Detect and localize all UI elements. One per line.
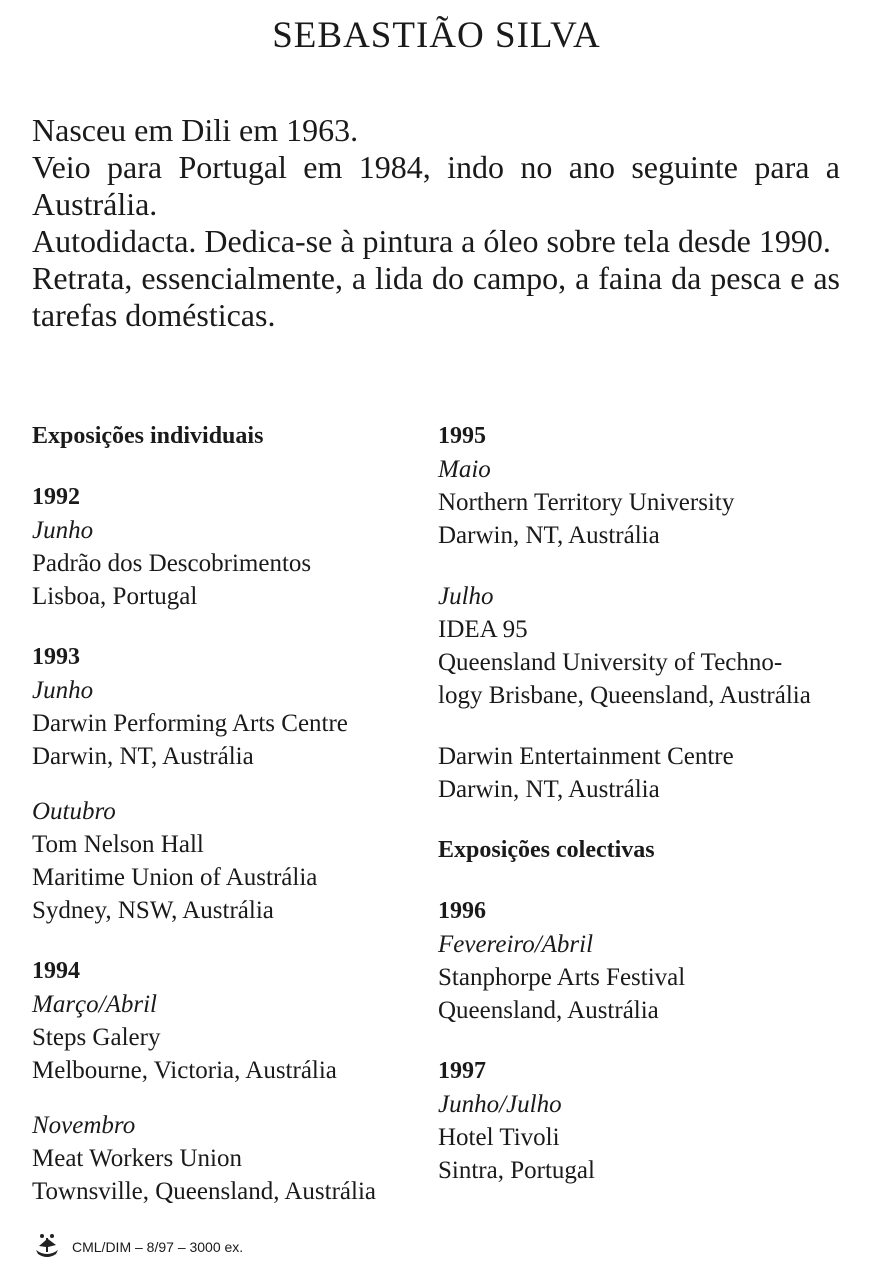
year-block-1994 — [32, 955, 452, 1208]
venue-line: Queensland University of Techno- — [438, 649, 783, 676]
print-info: CML/DIM – 8/97 – 3000 ex. — [72, 1239, 244, 1255]
month-label: Outubro — [32, 798, 116, 825]
bio-paragraph: Veio para Portugal em 1984, indo no ano seguinte para a Austrália. — [32, 149, 840, 222]
location-line: Sintra, Portugal — [438, 1157, 595, 1184]
year-label: 1995 — [438, 423, 486, 449]
location-line: Darwin, NT, Austrália — [438, 776, 660, 803]
page-title: SEBASTIÃO SILVA — [272, 15, 601, 56]
year-label: 1993 — [32, 644, 80, 670]
venue-line: Darwin Performing Arts Centre — [32, 710, 348, 737]
location-line: Queensland, Austrália — [438, 997, 659, 1024]
individual-exhibitions-column — [32, 420, 452, 1208]
year-block-1993 — [32, 641, 452, 927]
location-line: logy Brisbane, Queensland, Austrália — [438, 682, 811, 709]
section-heading: Exposições individuais — [32, 423, 264, 449]
biography — [32, 112, 840, 334]
venue-line: Tom Nelson Hall — [32, 831, 204, 858]
venue-line: Steps Galery — [32, 1024, 161, 1051]
lisbon-city-emblem-icon — [32, 1232, 62, 1262]
year-label: 1997 — [438, 1058, 486, 1084]
year-label: 1992 — [32, 484, 80, 510]
footer — [32, 1232, 243, 1262]
venue-line: Meat Workers Union — [32, 1145, 242, 1172]
location-line: Darwin, NT, Austrália — [438, 522, 660, 549]
year-block-1992 — [32, 481, 452, 613]
location-line: Melbourne, Victoria, Austrália — [32, 1057, 337, 1084]
month-label: Junho/Julho — [438, 1091, 562, 1118]
location-line: Sydney, NSW, Austrália — [32, 897, 274, 924]
bio-paragraph: Nasceu em Dili em 1963. — [32, 112, 359, 148]
year-block-1996 — [438, 895, 848, 1027]
location-line: Darwin, NT, Austrália — [32, 743, 254, 770]
section-heading: Exposições colectivas — [438, 837, 655, 863]
bio-paragraph: Retrata, essencialmente, a lida do campo, a faina da pesca e as tarefas domésticas. — [32, 260, 840, 333]
location-line: Townsville, Queensland, Austrália — [32, 1178, 377, 1205]
venue-line: IDEA 95 — [438, 616, 528, 643]
venue-line: Padrão dos Descobrimentos — [32, 550, 312, 577]
month-label: Junho — [32, 517, 94, 544]
year-block-1995 — [438, 420, 848, 806]
month-label: Julho — [438, 583, 494, 610]
venue-line: Northern Territory University — [438, 489, 735, 516]
year-label: 1996 — [438, 898, 486, 924]
month-label: Fevereiro/Abril — [438, 931, 594, 958]
venue-line: Stanphorpe Arts Festival — [438, 964, 686, 991]
location-line: Lisboa, Portugal — [32, 583, 198, 610]
month-label: Junho — [32, 677, 94, 704]
venue-line: Darwin Entertainment Centre — [438, 743, 734, 770]
year-label: 1994 — [32, 958, 80, 984]
month-label: Novembro — [32, 1112, 136, 1139]
venue-line: Hotel Tivoli — [438, 1124, 560, 1151]
year-block-1997 — [438, 1055, 848, 1187]
venue-line: Maritime Union of Austrália — [32, 864, 318, 891]
right-column — [438, 420, 848, 1187]
month-label: Maio — [438, 456, 491, 483]
month-label: Março/Abril — [32, 991, 157, 1018]
bio-paragraph: Autodidacta. Dedica-se à pintura a óleo sobre tela desde 1990. — [32, 223, 831, 259]
